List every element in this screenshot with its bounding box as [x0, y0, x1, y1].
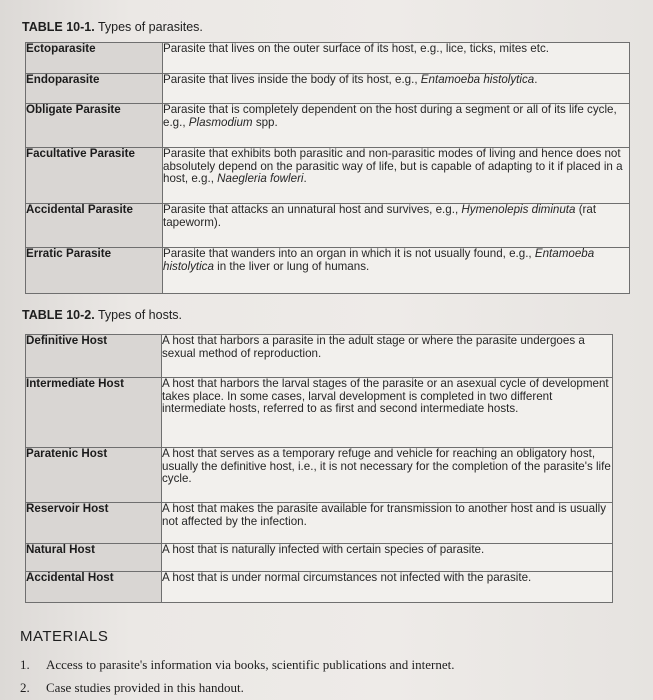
- table-row: [26, 204, 630, 248]
- definition-text: Parasite that attacks an unnatural host and survives, e.g.,: [163, 203, 459, 216]
- definition-suffix: (rat tapeworm).: [163, 203, 597, 229]
- table-10-2-label: TABLE 10-2.: [22, 308, 95, 322]
- species-name: Plasmodium: [188, 115, 253, 129]
- definition-text: Parasite that wanders into an organ in which it is not usually found, e.g.,: [163, 247, 532, 260]
- definition-cell: [163, 104, 630, 148]
- term-cell: Obligate Parasite: [26, 104, 163, 148]
- definition-suffix: .: [534, 73, 538, 86]
- definition-cell: [163, 74, 630, 104]
- term-cell: Erratic Parasite: [26, 248, 163, 294]
- definition-cell: A host that is under normal circumstances not infected with the parasite.: [162, 572, 613, 603]
- table-row: [26, 335, 613, 378]
- species-name: Entamoeba histolytica: [420, 73, 535, 86]
- list-item: [20, 657, 454, 673]
- table-10-1-label: TABLE 10-1.: [22, 20, 95, 34]
- term-cell: Accidental Host: [26, 572, 162, 603]
- term-cell: Facultative Parasite: [26, 148, 163, 204]
- table-row: [26, 148, 630, 204]
- table-row: [26, 43, 630, 74]
- term-cell: Paratenic Host: [26, 448, 162, 503]
- host-types-table: [25, 334, 613, 603]
- table-row: [26, 104, 630, 148]
- list-number: 2.: [20, 680, 30, 695]
- definition-cell: A host that makes the parasite available for transmission to another host and is usually not affected by the infection.: [162, 503, 613, 544]
- definition-text: Parasite that is completely dependent on the host during a segment or all of its life cycle, e.g.,: [163, 103, 617, 129]
- table-row: [26, 378, 613, 448]
- definition-suffix: spp.: [252, 115, 278, 129]
- species-name: Entamoeba histolytica: [163, 247, 595, 273]
- list-text: Access to parasite's information via books, scientific publications and internet.: [46, 657, 455, 672]
- term-cell: Intermediate Host: [26, 378, 162, 448]
- definition-cell: A host that is naturally infected with certain species of parasite.: [162, 544, 613, 572]
- parasite-types-table: [25, 42, 630, 294]
- definition-suffix: .: [303, 172, 307, 185]
- table-10-2-title: Types of hosts.: [97, 308, 183, 322]
- term-cell: Ectoparasite: [26, 43, 163, 74]
- table-row: [26, 448, 613, 503]
- definition-cell: A host that harbors the larval stages of the parasite or an asexual cycle of development takes place. In some cases, larval development is completed in two different intermediate hosts, referred to as first and second intermediate hosts.: [162, 378, 613, 448]
- term-cell: Accidental Parasite: [26, 204, 163, 248]
- table-row: [26, 503, 613, 544]
- list-item: [20, 680, 244, 696]
- definition-text: Parasite that lives inside the body of its host, e.g.,: [163, 73, 418, 86]
- table-row: [26, 248, 630, 294]
- definition-cell: [163, 248, 630, 294]
- term-cell: Endoparasite: [26, 74, 163, 104]
- table-10-1-caption: [22, 20, 203, 34]
- definition-cell: A host that harbors a parasite in the adult stage or where the parasite undergoes a sexual method of reproduction.: [162, 335, 613, 378]
- species-name: Hymenolepis diminuta: [461, 203, 576, 216]
- definition-text: Parasite that lives on the outer surface of its host, e.g., lice, ticks, mites etc.: [163, 42, 549, 55]
- table-row: [26, 544, 613, 572]
- table-10-2-caption: [22, 308, 182, 322]
- term-cell: Natural Host: [26, 544, 162, 572]
- definition-cell: [163, 204, 630, 248]
- table-row: [26, 74, 630, 104]
- definition-text: Parasite that exhibits both parasitic and non-parasitic modes of living and hence does not absolutely depend on the parasitic way of life, but is capable of adapting to it if placed in a host, e.g.,: [163, 147, 623, 185]
- list-text: Case studies provided in this handout.: [46, 680, 244, 695]
- definition-cell: [163, 148, 630, 204]
- table-row: [26, 572, 613, 603]
- species-name: Naegleria fowleri: [217, 172, 304, 185]
- term-cell: Definitive Host: [26, 335, 162, 378]
- definition-suffix: in the liver or lung of humans.: [213, 259, 370, 273]
- definition-cell: A host that serves as a temporary refuge and vehicle for reaching an obligatory host, usually the definitive host, i.e., it is not necessary for the completion of the parasite's life cycle.: [162, 448, 613, 503]
- materials-heading: MATERIALS: [20, 628, 109, 645]
- table-10-1-title: Types of parasites.: [97, 20, 203, 34]
- term-cell: Reservoir Host: [26, 503, 162, 544]
- definition-cell: [163, 43, 630, 74]
- list-number: 1.: [20, 657, 30, 672]
